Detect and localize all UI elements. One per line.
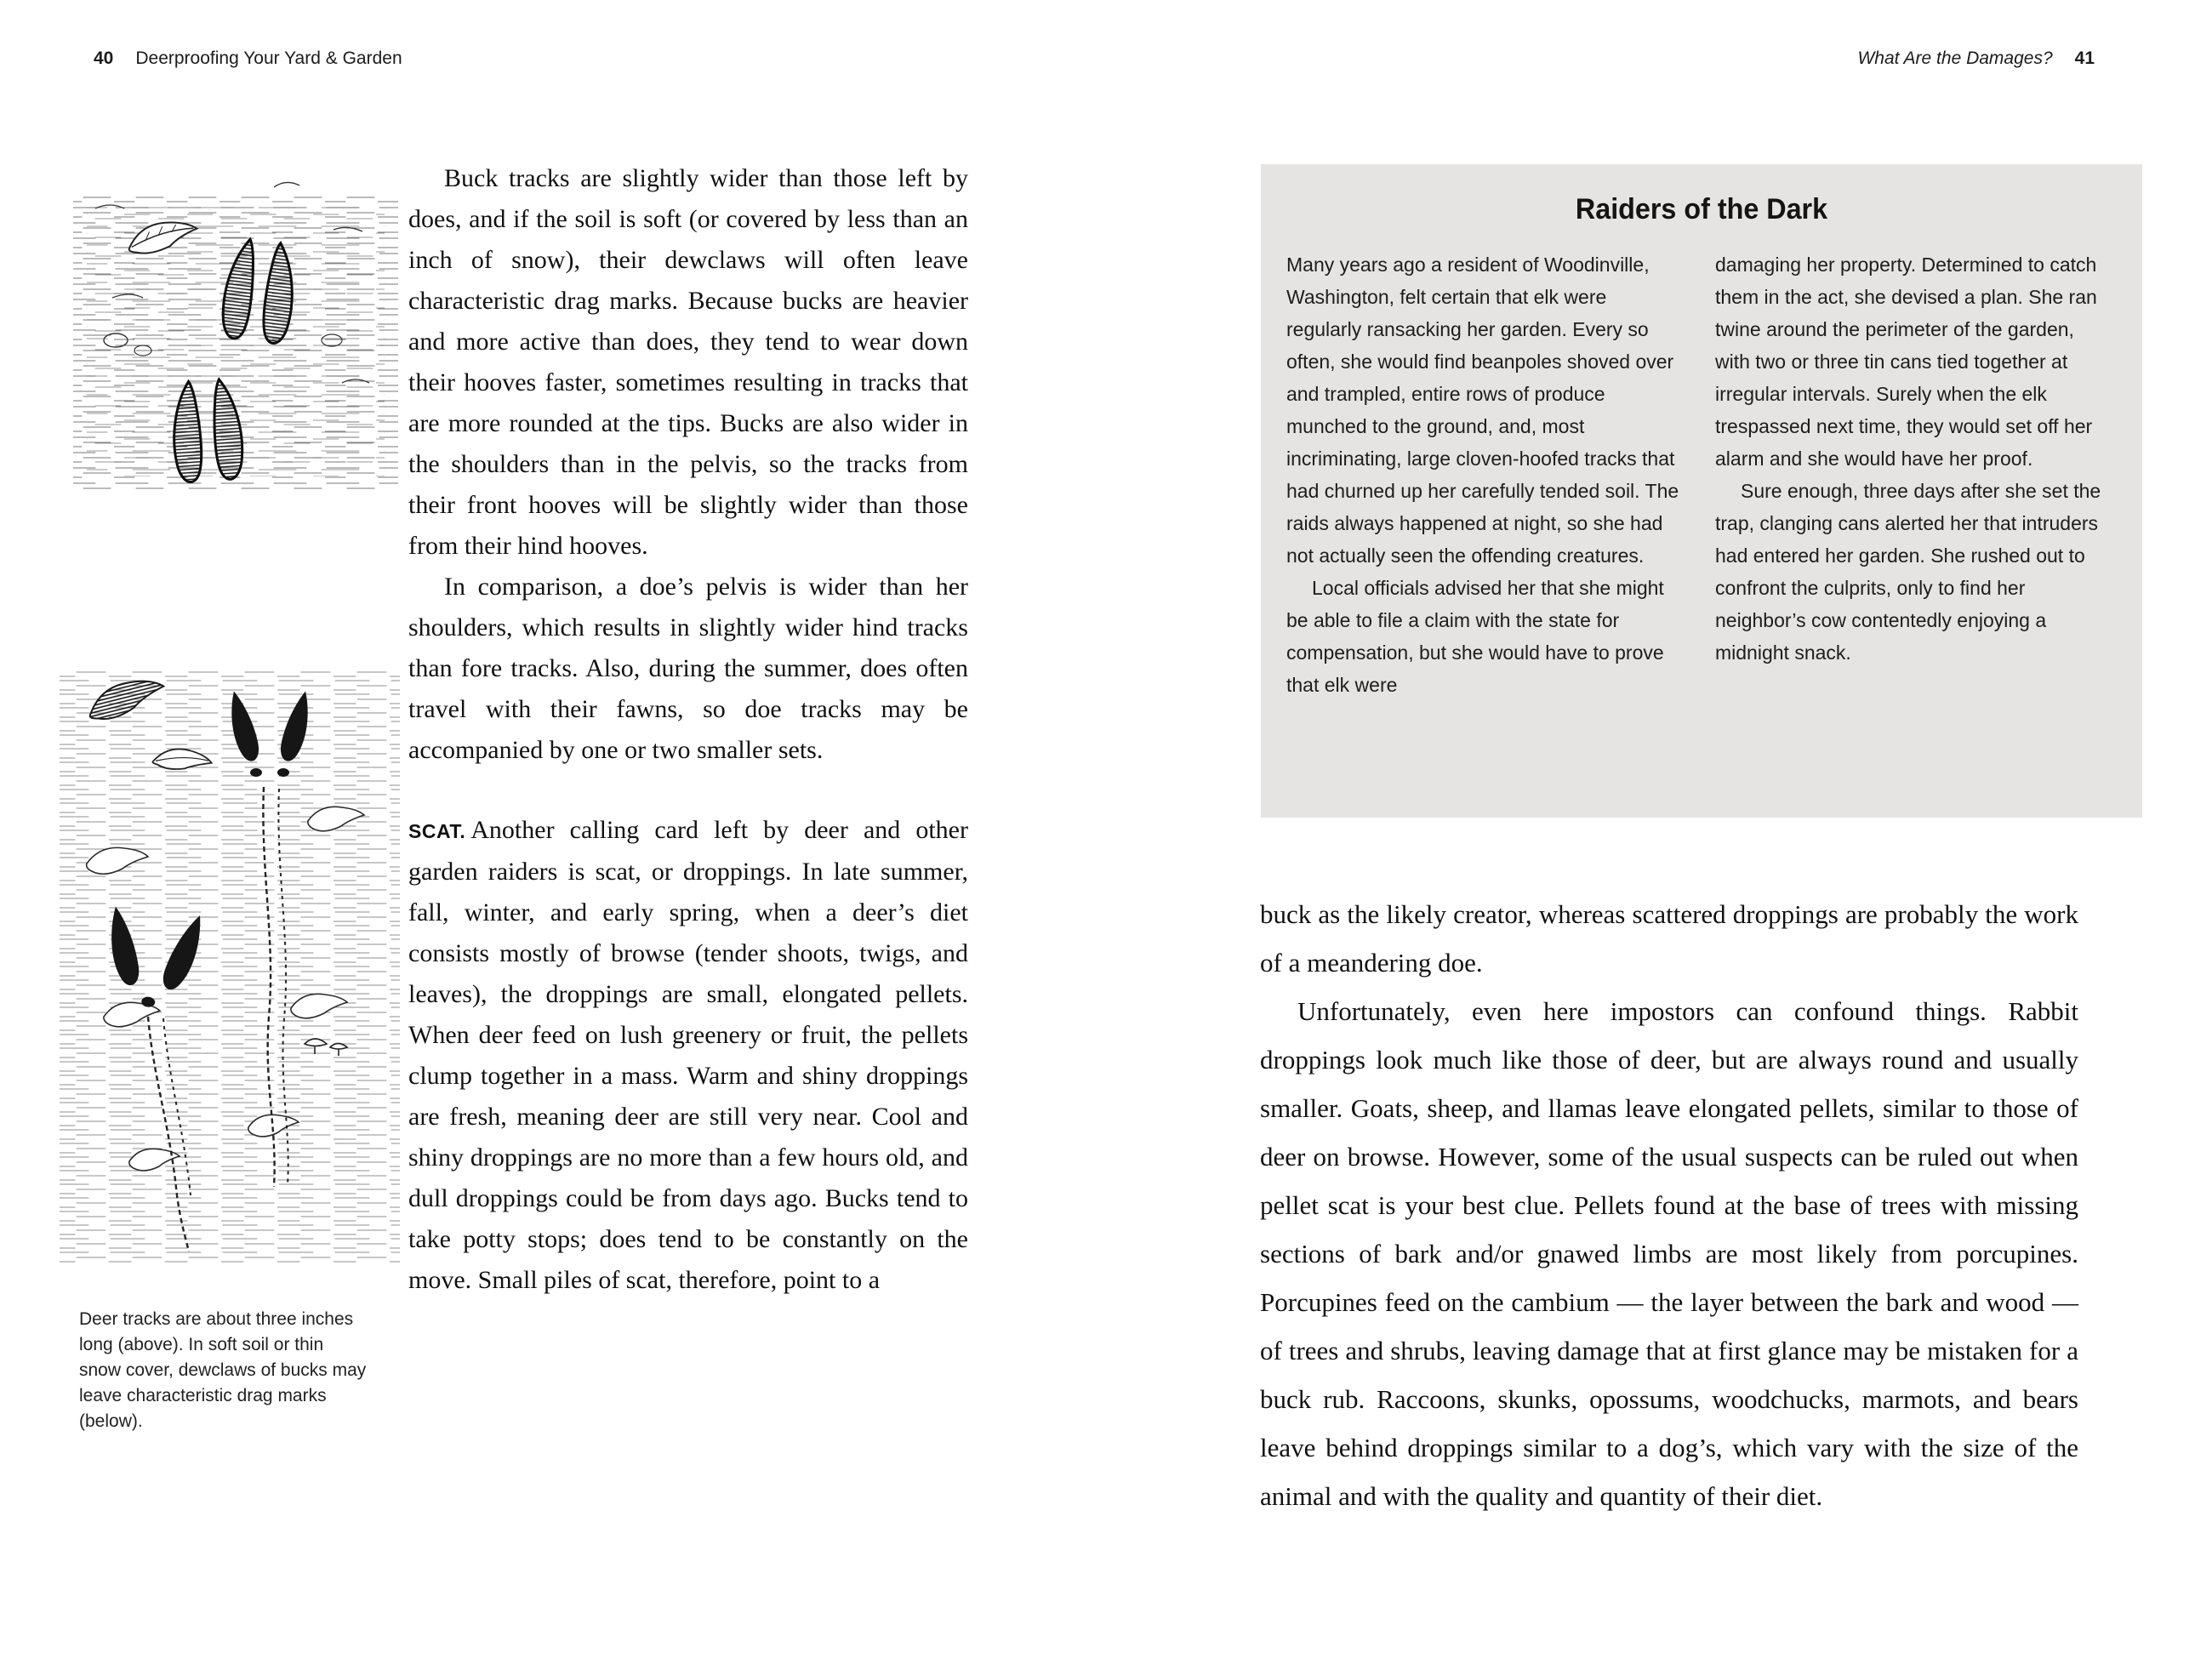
scat-text: Another calling card left by deer and other garden raiders is scat, or droppings. In late summer, fall, winter, and early spring, when a deer’s diet consists mostly of browse (tender shoots, twigs, and leaves), the droppings are small, elongated pellets. When deer feed on lush greenery or fruit, the pellets clump together in a mass. Warm and shiny droppings are fresh, meaning deer are still very near. Cool and shiny droppings are no more than a few hours old, and dull droppings could be from days ago. Bucks tend to take potty stops; does tend to be constantly on the move. Small piles of scat, therefore, point to a [408,816,968,1294]
sidebar-title: Raiders of the Dark [1575,193,1828,225]
sidebar-column-left [1286,248,1685,701]
sidebar-raiders-of-the-dark [1261,164,2142,818]
paragraph: Buck tracks are slightly wider than those left by does, and if the soil is soft (or covered by less than an inch of snow), their dewclaws will often leave characteristic drag marks. Because bucks are heavier and more active than does, they tend to wear down their hooves faster, sometimes resulting in tracks that are more rounded at the tips. Bucks are also wider in the shoulders than in the pelvis, so the tracks from their front hooves will be slightly wider than those from their hind hooves. [408,164,968,560]
right-page-body [1260,890,2078,1520]
paragraph-scat [408,810,968,1301]
left-page-body [408,158,968,1301]
sidebar-column-right [1715,248,2113,701]
sidebar-paragraph: Sure enough, three days after she set the trap, clanging cans alerted her that intruders had entered her garden. She rushed out to confront the culprits, only to find her neighbor’s cow contentedly enjoying a midnight snack. [1715,480,2101,664]
paragraph: Unfortunately, even here impostors can confound things. Rabbit droppings look much like those of deer, but are always round and usually smaller. Goats, sheep, and llamas leave elongated pellets, similar to those of deer on browse. However, some of the usual suspects can be ruled out when pellet scat is your best clue. Pellets found at the base of trees with missing sections of bark and/or gnawed limbs are most likely from porcupines. Porcupines feed on the cambium — the layer between the bark and wood — of trees and shrubs, leaving damage that at first glance may be mistaken for a buck rub. Raccoons, skunks, opossums, woodchucks, marmots, and bears leave behind droppings similar to a dog’s, which vary with the size of the animal and with the quality and quantity of their diet. [1260,996,2078,1511]
running-head-left [94,48,402,69]
sidebar-paragraph: damaging her property. Determined to catch them in the act, she devised a plan. She ran twine around the perimeter of the garden, with two or three tin cans tied together at irregular intervals. Surely when the elk trespassed next time, they would set off her alarm and she would have her proof. [1715,254,2097,470]
page-number-right: 41 [2074,48,2095,68]
sidebar-columns [1261,226,2142,701]
drag-marks-illustration [53,651,410,1297]
scat-lead-in: SCAT. [408,820,466,842]
running-head-right-title: What Are the Damages? [1857,48,2053,68]
illustration-caption: Deer tracks are about three inches long (above). In soft soil or thin snow cover, dewclaws of bucks may leave characteristic drag marks (below). [79,1309,367,1431]
sidebar-paragraph: Local officials advised her that she might be able to file a claim with the state for compensation, but she would have to prove that elk were [1286,577,1664,696]
page-number-left: 40 [94,48,114,68]
running-head-left-title: Deerproofing Your Yard & Garden [135,48,402,68]
paragraph: In comparison, a doe’s pelvis is wider than her shoulders, which results in slightly wider hind tracks than fore tracks. Also, during the summer, does often travel with their fawns, so doe tracks may be accompanied by one or two smaller sets. [408,573,968,764]
deer-tracks-illustration [61,128,410,502]
paragraph: buck as the likely creator, whereas scattered droppings are probably the work of a meandering doe. [1260,899,2078,978]
sidebar-paragraph: Many years ago a resident of Woodinville, Washington, felt certain that elk were regularly ransacking her garden. Every so often, she would find beanpoles shoved over and trampled, entire rows of produce munched to the ground, and, most incriminating, large cloven-hoofed tracks that had churned up her carefully tended soil. The raids always happened at night, so she had not actually seen the offending creatures. [1286,254,1679,567]
running-head-right [1857,48,2095,69]
